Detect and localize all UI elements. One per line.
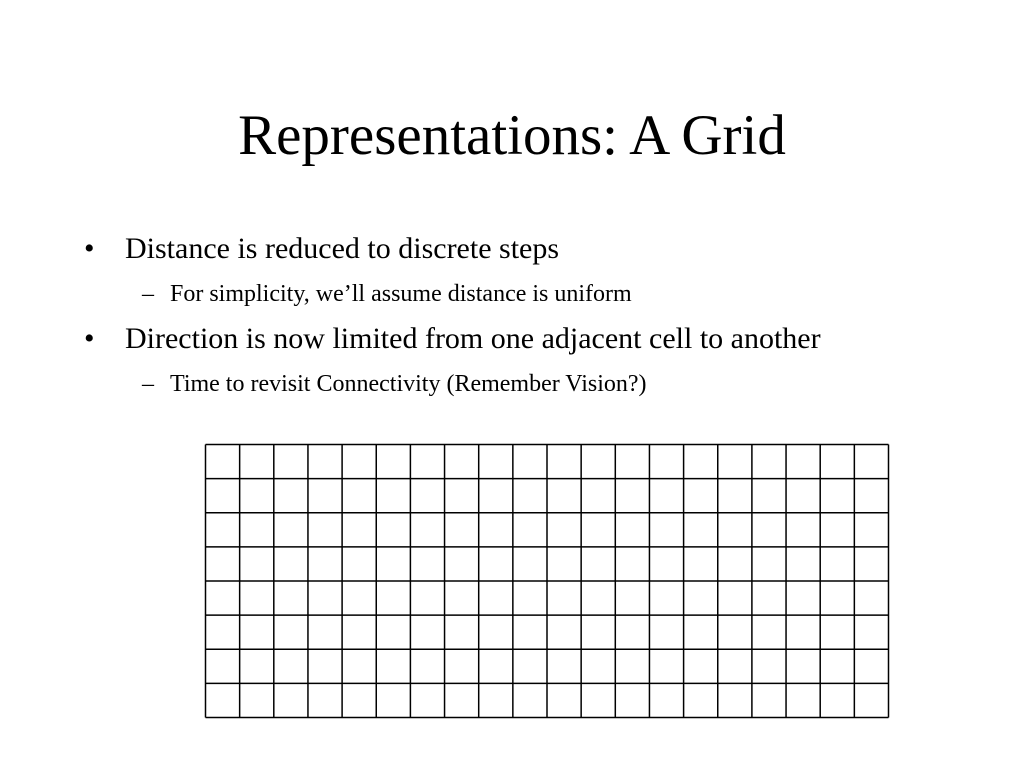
sub-bullet-item (142, 279, 632, 309)
bullet-item (84, 231, 559, 267)
bullet-item (84, 321, 821, 357)
sub-bullet-item (142, 369, 647, 399)
bullet-marker: • (84, 232, 95, 265)
sub-bullet-text: For simplicity, we’ll assume distance is uniform (170, 281, 632, 307)
bullet-text: Direction is now limited from one adjacent cell to another (125, 322, 821, 355)
slide-title: Representations: A Grid (238, 104, 786, 167)
sub-bullet-marker: – (142, 281, 154, 307)
bullet-marker: • (84, 322, 95, 355)
bullet-text: Distance is reduced to discrete steps (125, 232, 560, 265)
sub-bullet-marker: – (142, 371, 154, 397)
grid-diagram (204, 443, 890, 719)
sub-bullet-text: Time to revisit Connectivity (Remember Vision?) (170, 371, 647, 397)
